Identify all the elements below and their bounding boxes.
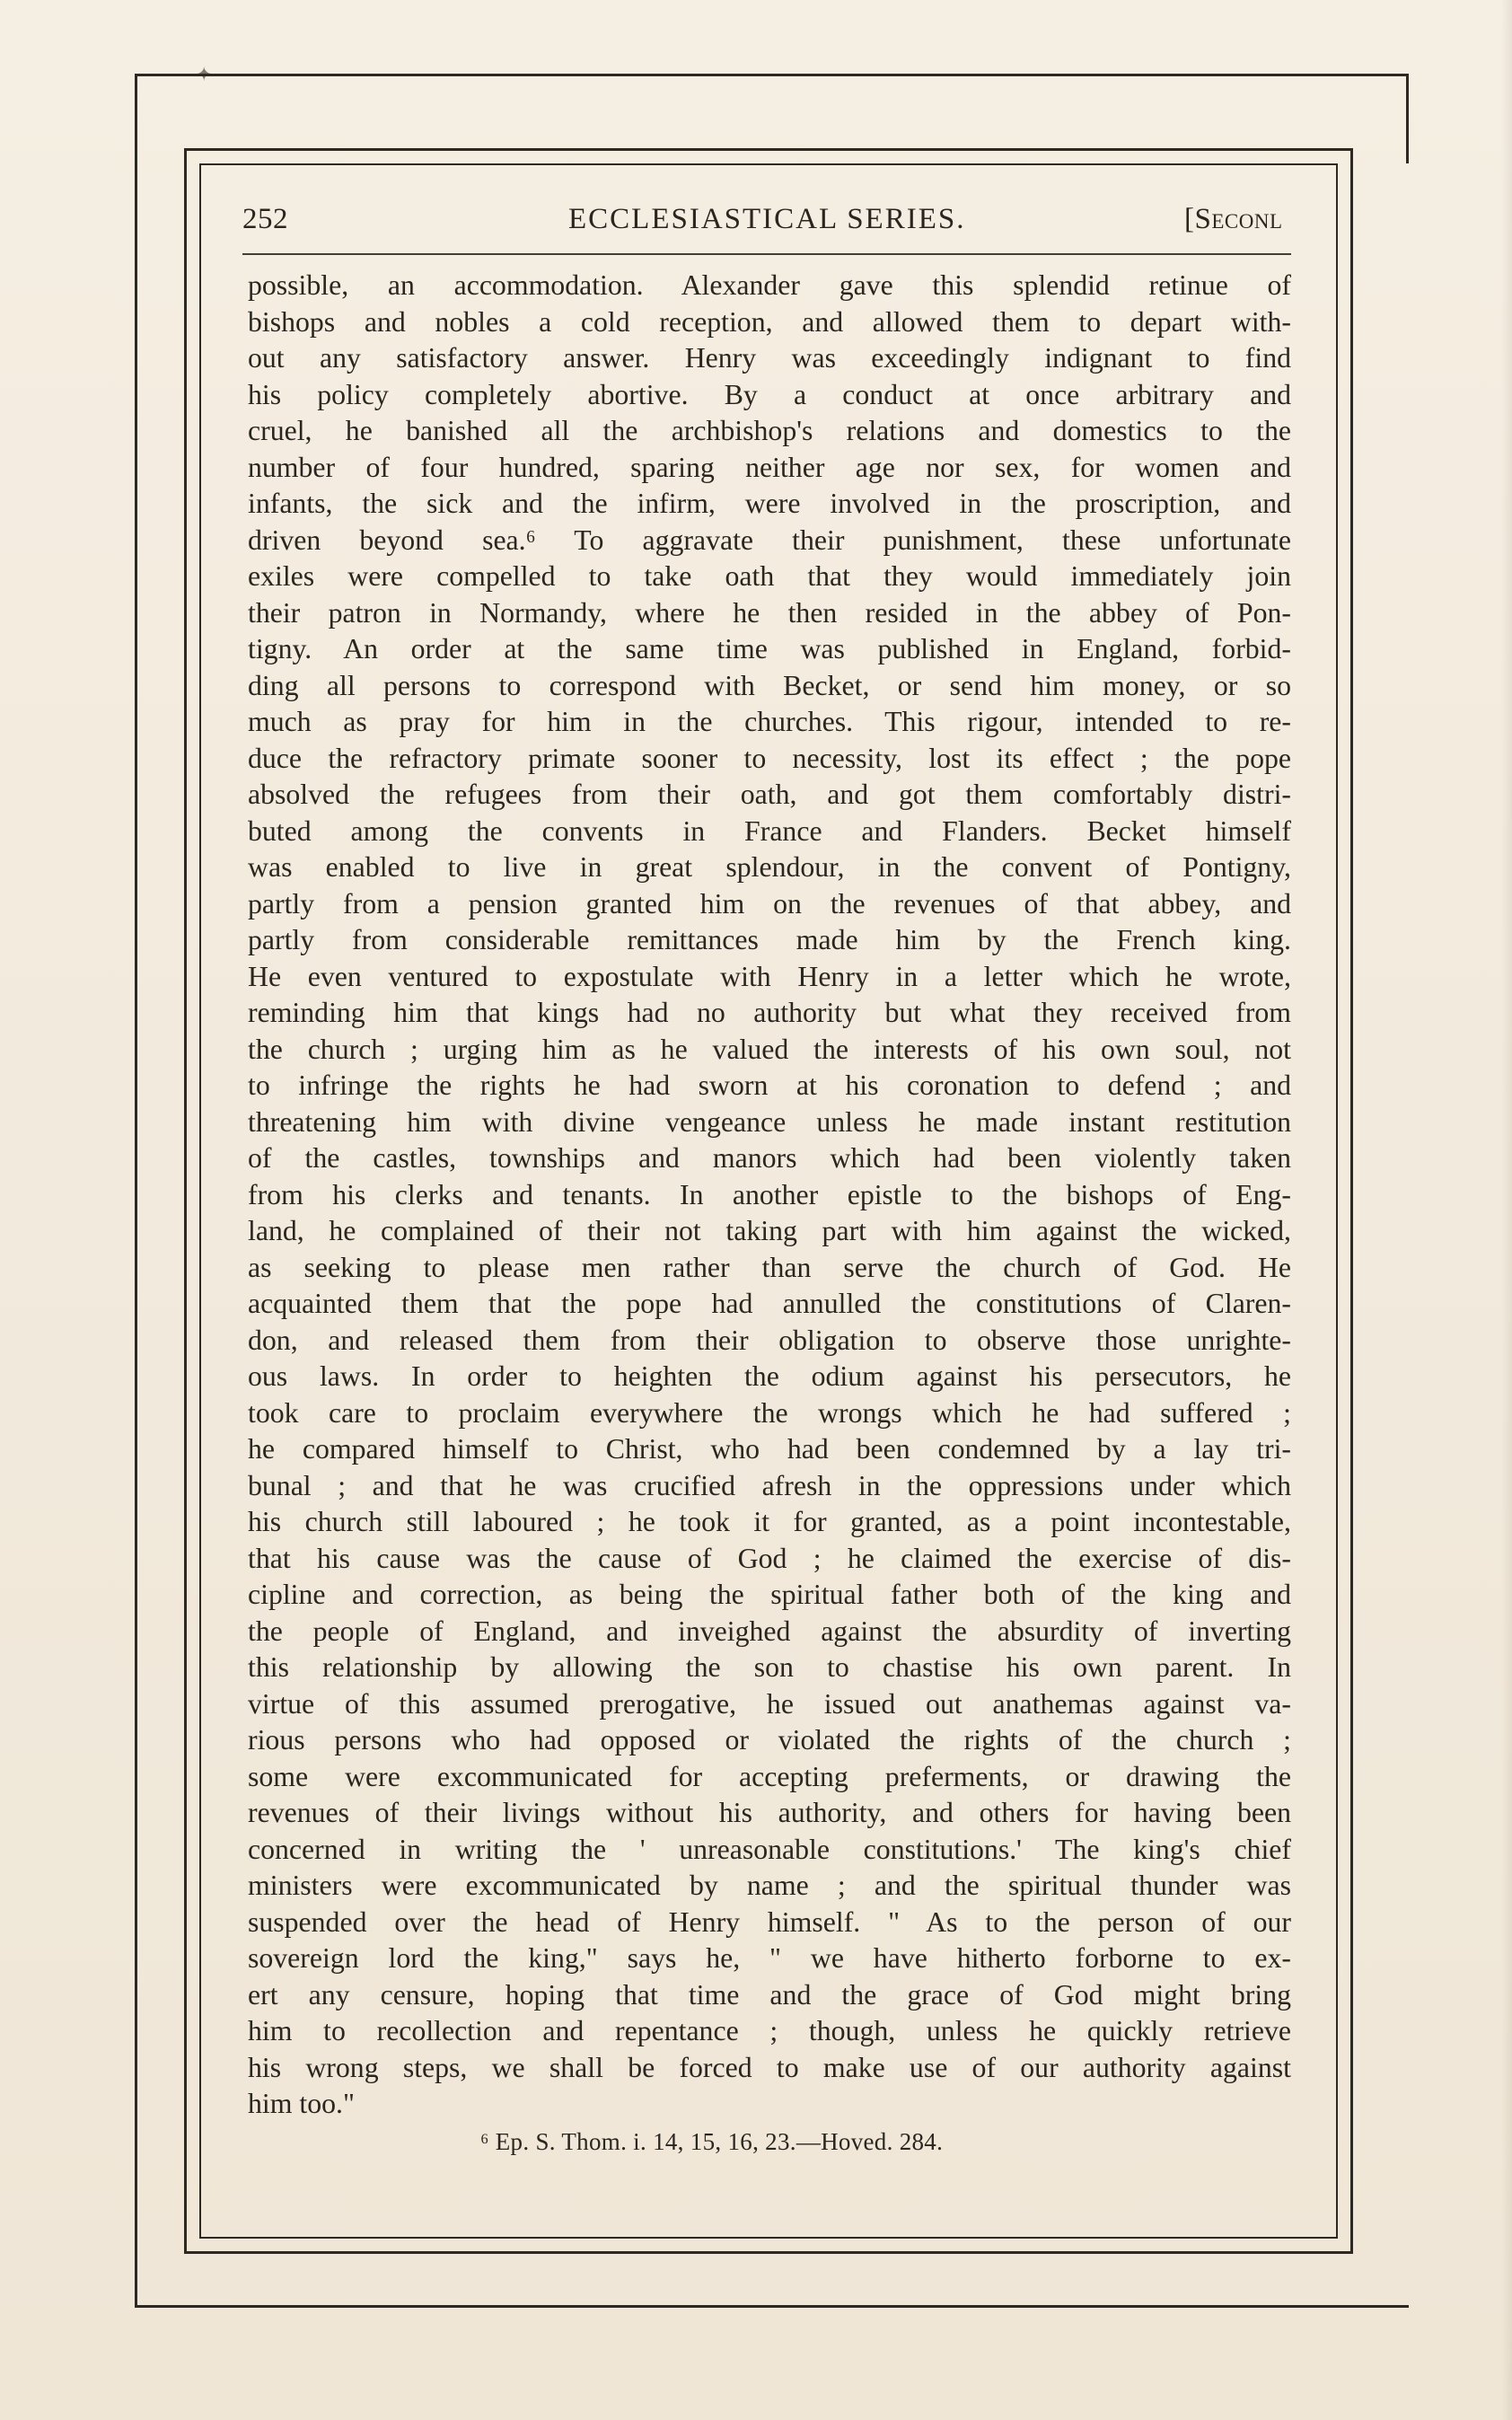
text-line: ding all persons to correspond with Becket, or send him money, or so <box>248 669 1291 701</box>
footnote: ⁶ Ep. S. Thom. i. 14, 15, 16, 23.—Hoved. 284. <box>480 2128 944 2155</box>
text-line: suspended over the head of Henry himself. " As to the person of our <box>248 1905 1291 1938</box>
text-line: acquainted them that the pope had annulled the constitutions of Claren- <box>248 1288 1291 1319</box>
page-number: 252 <box>242 203 288 235</box>
text-line: infants, the sick and the infirm, were involved in the proscription, and <box>248 488 1291 519</box>
text-line: him to recollection and repentance ; though, unless he quickly retrieve <box>248 2015 1291 2046</box>
corner-mark: ✦ <box>196 63 213 85</box>
text-line: ministers were excommunicated by name ; and the spiritual thunder was <box>248 1870 1291 1901</box>
text-line: tigny. An order at the same time was published in England, forbid- <box>248 633 1291 664</box>
text-line: from his clerks and tenants. In another epistle to the bishops of Eng- <box>248 1178 1291 1210</box>
body-text <box>248 268 1291 2123</box>
text-line: revenues of their livings without his authority, and others for having been <box>248 1797 1291 1828</box>
text-line: ous laws. In order to heighten the odium against his persecutors, he <box>248 1360 1291 1392</box>
text-line: him too." <box>248 2088 355 2119</box>
text-line: sovereign lord the king," says he, " we have hitherto forborne to ex- <box>248 1942 1291 1974</box>
text-line: partly from considerable remittances made him by the French king. <box>248 924 1291 955</box>
text-line: reminding him that kings had no authority but what they received from <box>248 997 1291 1028</box>
text-line: this relationship by allowing the son to chastise his own parent. In <box>248 1651 1291 1683</box>
text-line: as seeking to please men rather than serve the church of God. He <box>248 1251 1291 1283</box>
text-line: land, he complained of their not taking part with him against the wicked, <box>248 1215 1291 1246</box>
text-line: virtue of this assumed prerogative, he issued out anathemas against va- <box>248 1687 1291 1720</box>
text-line: exiles were compelled to take oath that they would immediately join <box>248 560 1291 592</box>
text-line: absolved the refugees from their oath, and got them comfortably distri- <box>248 779 1291 810</box>
text-line: that his cause was the cause of God ; he claimed the exercise of dis- <box>248 1542 1291 1574</box>
text-line: buted among the convents in France and Flanders. Becket himself <box>248 814 1291 847</box>
text-line: the church ; urging him as he valued the interests of his own soul, not <box>248 1033 1291 1065</box>
text-line: partly from a pension granted him on the revenues of that abbey, and <box>248 887 1291 920</box>
text-line: out any satisfactory answer. Henry was exceedingly indignant to find <box>248 342 1291 374</box>
text-line: was enabled to live in great splendour, in the convent of Pontigny, <box>248 851 1291 883</box>
text-line: his wrong steps, we shall be forced to make use of our authority against <box>248 2051 1291 2083</box>
text-line: concerned in writing the ' unreasonable constitutions.' The king's chief <box>248 1833 1291 1865</box>
running-head <box>242 203 1300 242</box>
text-line: driven beyond sea.⁶ To aggravate their punishment, these unfortunate <box>248 524 1291 556</box>
text-line: much as pray for him in the churches. This rigour, intended to re- <box>248 706 1291 737</box>
text-line: the people of England, and inveighed against the absurdity of inverting <box>248 1615 1291 1647</box>
text-line: bishops and nobles a cold reception, and allowed them to depart with- <box>248 305 1291 338</box>
text-line: possible, an accommodation. Alexander gave this splendid retinue of <box>248 269 1291 301</box>
page-edge-shadow <box>1501 0 1512 2420</box>
text-line: his church still laboured ; he took it for granted, as a point incontestable, <box>248 1506 1291 1537</box>
text-line: threatening him with divine vengeance unless he made instant restitution <box>248 1105 1291 1138</box>
text-line: their patron in Normandy, where he then resided in the abbey of Pon- <box>248 596 1291 629</box>
section-tag: [Seconl <box>1184 203 1283 235</box>
text-line: number of four hundred, sparing neither age nor sex, for women and <box>248 451 1291 483</box>
text-line: ert any censure, hoping that time and the grace of God might bring <box>248 1978 1291 2011</box>
text-line: of the castles, townships and manors which had been violently taken <box>248 1142 1291 1174</box>
text-line: duce the refractory primate sooner to necessity, lost its effect ; the pope <box>248 742 1291 774</box>
text-line: his policy completely abortive. By a conduct at once arbitrary and <box>248 378 1291 410</box>
text-line: cipline and correction, as being the spiritual father both of the king and <box>248 1579 1291 1610</box>
header-rule <box>242 253 1291 255</box>
text-line: rious persons who had opposed or violated the rights of the church ; <box>248 1724 1291 1756</box>
running-title: ECCLESIASTICAL SERIES. <box>568 203 966 235</box>
text-line: don, and released them from their obligation to observe those unrighte- <box>248 1324 1291 1356</box>
text-line: took care to proclaim everywhere the wrongs which he had suffered ; <box>248 1396 1291 1429</box>
outer-border-right-stub <box>1406 74 1409 163</box>
text-line: to infringe the rights he had sworn at his coronation to defend ; and <box>248 1069 1291 1101</box>
text-line: cruel, he banished all the archbishop's relations and domestics to the <box>248 415 1291 446</box>
text-line: some were excommunicated for accepting preferments, or drawing the <box>248 1760 1291 1792</box>
text-line: he compared himself to Christ, who had been condemned by a lay tri- <box>248 1433 1291 1465</box>
text-line: He even ventured to expostulate with Henry in a letter which he wrote, <box>248 960 1291 992</box>
text-line: bunal ; and that he was crucified afresh in the oppressions under which <box>248 1469 1291 1501</box>
